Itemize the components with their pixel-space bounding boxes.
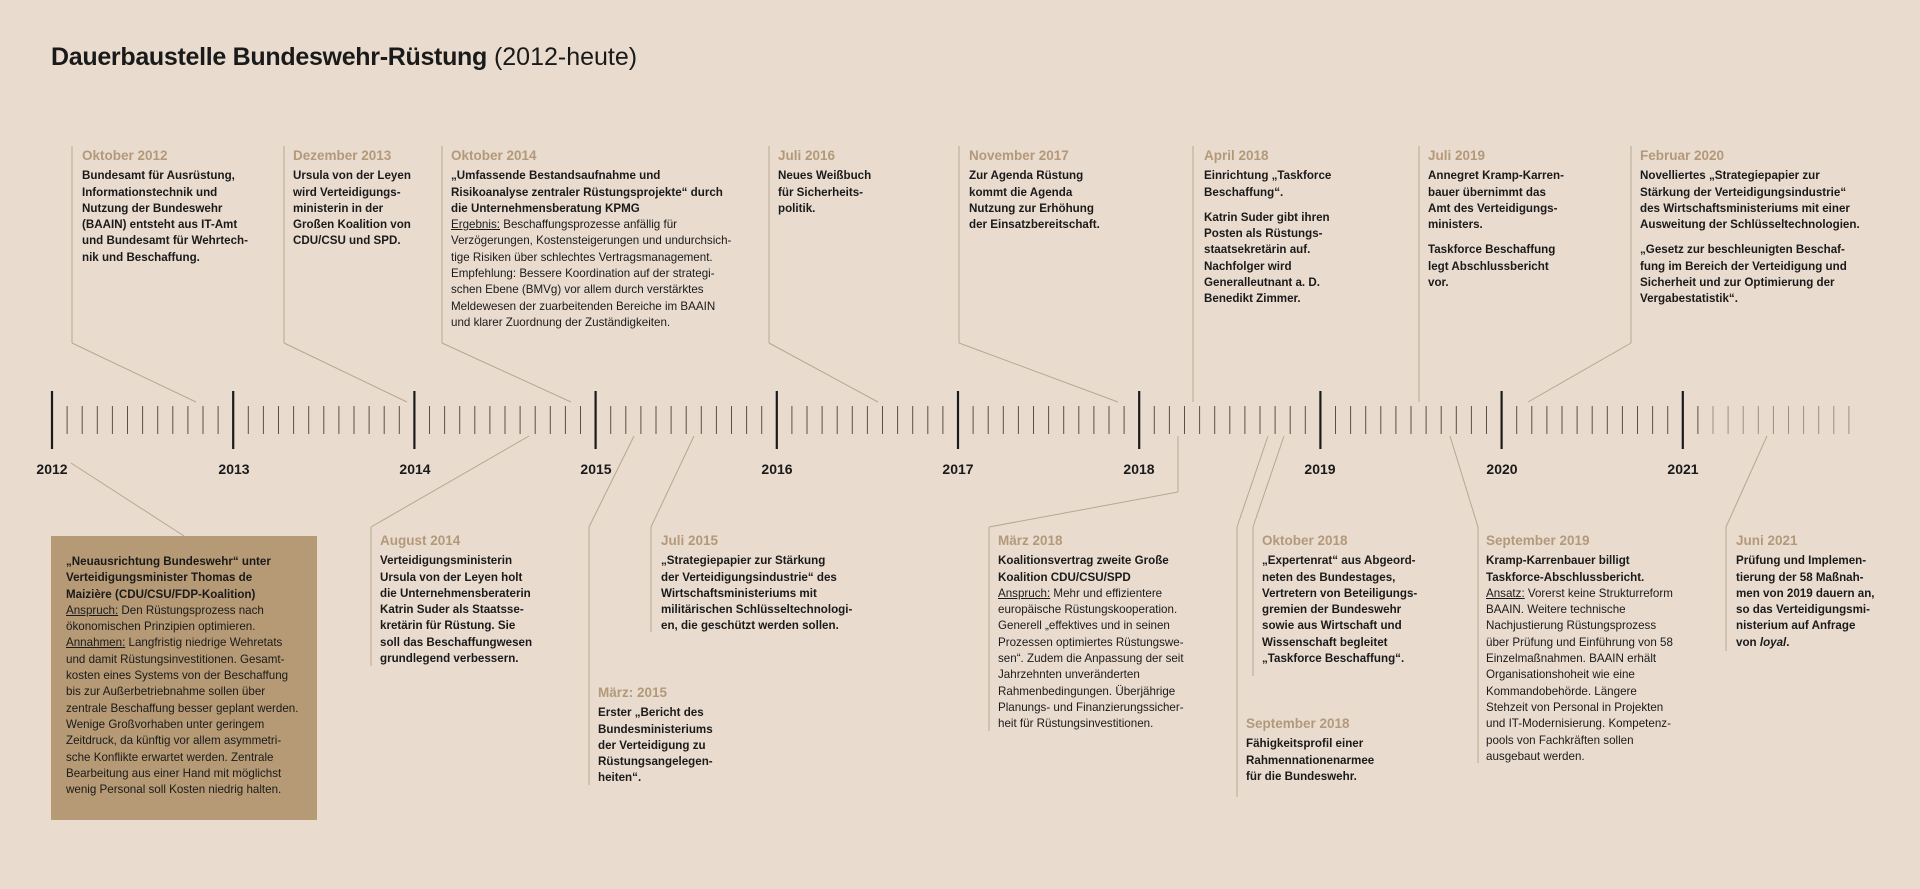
event-text-line: Beschaffung“.	[1204, 185, 1284, 199]
event-text-line: kretärin für Rüstung. Sie	[380, 619, 516, 633]
event-title-line: Koalitionsvertrag zweite Große	[998, 554, 1169, 568]
event-text-line: Beschaffungsprozesse anfällig für	[499, 218, 678, 232]
event-februar-2020	[1640, 148, 1880, 308]
event-text-line: Taskforce Beschaffung	[1428, 243, 1556, 257]
box-text-line: zentrale Beschaffung besser geplant werden.	[66, 701, 299, 715]
event-text-line: Wissenschaft begleitet	[1262, 635, 1388, 649]
leader-line	[442, 343, 571, 402]
event-text-line: militärischen Schlüsseltechnologi-	[661, 603, 853, 617]
event-oktober-2014	[451, 148, 741, 331]
event-date: Juni 2021	[1736, 533, 1798, 548]
year-label-2021: 2021	[1667, 461, 1699, 477]
event-text-line: Vergabestatistik“.	[1640, 292, 1738, 306]
event-title-line: „Umfassende Bestandsaufnahme und	[451, 169, 661, 183]
event-september-2019	[1486, 533, 1686, 765]
event-text-line: für Sicherheits-	[778, 185, 864, 199]
leader-line	[1237, 436, 1268, 527]
event-text-line: ausgebaut werden.	[1486, 749, 1585, 763]
event-text-line: Vertretern von Beteiligungs-	[1262, 586, 1418, 600]
event-text-line: Ursula von der Leyen	[293, 169, 411, 183]
event-date: März 2018	[998, 533, 1063, 548]
event-text-line: Posten als Rüstungs-	[1204, 227, 1323, 241]
event-text-line: „Expertenrat“ aus Abgeord-	[1262, 554, 1416, 568]
event-november-2017	[969, 148, 1129, 233]
event-text-line: Ausweitung der Schlüsseltechnologien.	[1640, 218, 1860, 232]
title-sub: (2012-heute)	[493, 43, 638, 71]
event-text-line: Einrichtung „Taskforce	[1204, 169, 1332, 183]
event-oktober-2012	[82, 148, 272, 266]
box-label-annahmen: Annahmen:	[66, 636, 126, 650]
event-text-line: wird Verteidigungs-	[293, 185, 401, 199]
event-text-line: Mehr und effizientere	[1050, 586, 1163, 600]
event-text-line: grundlegend verbessern.	[380, 652, 519, 666]
event-april-2018	[1204, 148, 1364, 308]
event-title-line: Koalition CDU/CSU/SPD	[998, 570, 1131, 584]
leader-line	[284, 343, 407, 402]
leader-line	[959, 343, 1118, 402]
year-label-2020: 2020	[1486, 461, 1518, 477]
event-text-line: Fähigkeitsprofil einer	[1246, 737, 1364, 751]
event-text-line: soll das Beschaffungwesen	[380, 635, 533, 649]
event-title-line: Kramp-Karrenbauer billigt	[1486, 554, 1630, 568]
box-neuausrichtung-2012	[51, 536, 317, 820]
event-text-line: für die Bundeswehr.	[1246, 769, 1357, 783]
year-label-2014: 2014	[399, 461, 431, 477]
event-text-line: Großen Koalition von	[293, 218, 411, 232]
leader-line	[1253, 436, 1284, 527]
leader-line	[651, 436, 694, 527]
box-text-line: und damit Rüstungsinvestitionen. Gesamt-	[66, 652, 285, 666]
event-text-line: Rahmennationenarmee	[1246, 753, 1375, 767]
box-title-line: „Neuausrichtung Bundeswehr“ unter	[66, 555, 271, 568]
year-label-2012: 2012	[36, 461, 68, 477]
event-text-line: staatsekretärin auf.	[1204, 243, 1311, 257]
event-text-line: Einzelmaßnahmen. BAAIN erhält	[1486, 652, 1657, 666]
event-text-line: Nachfolger wird	[1204, 259, 1292, 273]
event-title-line: die Unternehmensberatung KPMG	[451, 201, 640, 215]
event-text-line: der Verteidigungsindustrie“ des	[661, 570, 837, 584]
event-text-line: schen Ebene (BMVg) vor allem durch verstärktes	[451, 283, 704, 297]
event-text-line: legt Abschlussbericht	[1428, 259, 1549, 273]
leader-line	[589, 436, 634, 527]
event-text-line: europäische Rüstungskooperation.	[998, 603, 1178, 617]
event-text-line: und IT-Modernisierung. Kompetenz-	[1486, 717, 1671, 731]
event-label: Anspruch:	[998, 586, 1051, 600]
event-text-line: Planungs- und Finanzierungssicher-	[998, 700, 1184, 714]
box-text-line: Zeitdruck, da künftig vor allem asymmetri-	[66, 734, 282, 748]
event-text-line: (BAAIN) entsteht aus IT-Amt	[82, 218, 238, 232]
event-text-line: sen“. Zudem die Anpassung der seit	[998, 652, 1184, 666]
event-text-line: Vorerst keine Strukturreform	[1524, 586, 1673, 600]
event-label: Ansatz:	[1486, 586, 1525, 600]
event-text-line: Stehzeit von Personal in Projekten	[1486, 700, 1664, 714]
year-label-2017: 2017	[942, 461, 974, 477]
event-text-line: von	[1736, 635, 1760, 649]
event-text-line: Prüfung und Implemen-	[1736, 554, 1867, 568]
event-text-line: tige Risiken über schlechtes Vertragsmanagement.	[451, 250, 713, 264]
event-text-line: Nutzung der Bundeswehr	[82, 201, 223, 215]
box-title-line: Maizière (CDU/CSU/FDP-Koalition)	[66, 587, 256, 601]
box-text-line: ökonomischen Prinzipien optimieren.	[66, 620, 256, 634]
event-label: Ergebnis:	[451, 218, 500, 232]
event-date: April 2018	[1204, 148, 1269, 163]
event-dezember-2013	[293, 148, 443, 250]
event-text-line: politik.	[778, 201, 816, 215]
event-text-line: bauer übernimmt das	[1428, 185, 1546, 199]
event-text-line: und klarer Zuordnung der Zuständigkeiten.	[451, 315, 671, 329]
leader-line	[1528, 343, 1631, 402]
event-italic-word: loyal	[1759, 635, 1787, 649]
box-text-line: Wenige Großvorhaben unter geringem	[66, 717, 265, 731]
event-text-line: nik und Beschaffung.	[82, 250, 200, 264]
event-august-2014	[380, 533, 560, 667]
year-label-2019: 2019	[1304, 461, 1336, 477]
event-text-line: Katrin Suder gibt ihren	[1204, 210, 1330, 224]
box-text-line: Bearbeitung aus einer Hand mit möglichst	[66, 766, 282, 780]
event-text-line: ministerin in der	[293, 201, 384, 215]
event-text-line: Prozessen optimiertes Rüstungswe-	[998, 635, 1184, 649]
leader-line	[72, 343, 196, 402]
year-label-2016: 2016	[761, 461, 793, 477]
event-text-line: Nutzung zur Erhöhung	[969, 201, 1094, 215]
event-text-tail: .	[1786, 635, 1790, 649]
event-text-line: Wirtschaftsministeriums mit	[661, 586, 817, 600]
event-date: Oktober 2018	[1262, 533, 1348, 548]
event-text-line: Rüstungsangelegen-	[598, 755, 713, 769]
event-text-line: BAAIN. Weitere technische	[1486, 603, 1626, 617]
event-text-line: Ursula von der Leyen holt	[380, 570, 523, 584]
event-text-line: en, die geschützt werden sollen.	[661, 619, 839, 633]
event-text-line: des Wirtschaftsministeriums mit einer	[1640, 201, 1850, 215]
event-text-line: Jahrzehnten unveränderten	[998, 668, 1140, 682]
event-text-line: Zur Agenda Rüstung	[969, 169, 1084, 183]
event-september-2018	[1246, 716, 1426, 785]
event-text-line: gremien der Bundeswehr	[1262, 603, 1402, 617]
event-juli-2016	[778, 148, 898, 217]
event-text-line: so das Verteidigungsmi-	[1736, 603, 1871, 617]
event-text-line: Amt des Verteidigungs-	[1428, 201, 1558, 215]
event-date: Juli 2015	[661, 533, 719, 548]
event-text-line: Verteidigungsministerin	[380, 554, 513, 568]
box-text-line: bis zur Außerbetriebnahme sollen über	[66, 685, 266, 699]
box-title-line: Verteidigungsminister Thomas de	[66, 571, 253, 585]
leader-line	[989, 492, 1178, 527]
event-date: März: 2015	[598, 685, 668, 700]
event-text-line: Empfehlung: Bessere Koordination auf der strategi-	[451, 267, 715, 281]
event-juni-2021	[1736, 533, 1906, 651]
title-main: Dauerbaustelle Bundeswehr-Rüstung	[51, 43, 487, 71]
event-text-line: Stärkung der Verteidigungsindustrie“	[1640, 185, 1847, 199]
event-date: Oktober 2014	[451, 148, 537, 163]
leader-line	[1726, 436, 1767, 527]
leader-line	[1450, 436, 1478, 527]
event-text-line: Kommandobehörde. Längere	[1486, 684, 1637, 698]
event-text-line: tierung der 58 Maßnah-	[1736, 570, 1864, 584]
event-date: September 2018	[1246, 716, 1350, 731]
event-text-line: Nachjustierung Rüstungsprozess	[1486, 619, 1657, 633]
event-juli-2015	[661, 533, 871, 635]
event-date: Dezember 2013	[293, 148, 392, 163]
event-text-line: Bundesamt für Ausrüstung,	[82, 169, 235, 183]
event-text-line: Sicherheit und zur Optimierung der	[1640, 276, 1835, 290]
event-text-line: Erster „Bericht des	[598, 706, 704, 720]
event-text-line: sowie aus Wirtschaft und	[1262, 619, 1402, 633]
box-label-anspruch: Anspruch:	[66, 603, 119, 617]
year-label-2013: 2013	[218, 461, 250, 477]
event-maerz-2018	[998, 533, 1198, 733]
leader-line	[769, 343, 878, 402]
event-text-line: „Gesetz zur beschleunigten Beschaf-	[1640, 243, 1845, 257]
event-juli-2019	[1428, 148, 1588, 291]
event-text-line: pools von Fachkräften sollen	[1486, 733, 1634, 747]
event-text-line: Generalleutnant a. D.	[1204, 276, 1320, 290]
page-title	[51, 43, 637, 72]
year-label-2015: 2015	[580, 461, 612, 477]
event-text-line: ministers.	[1428, 218, 1483, 232]
event-text-line: Informationstechnik und	[82, 185, 218, 199]
event-text-line: men von 2019 dauern an,	[1736, 586, 1875, 600]
event-text-line: Verzögerungen, Kostensteigerungen und undurchsich-	[451, 234, 732, 248]
event-text-line: heiten“.	[598, 771, 642, 785]
event-text-line: Katrin Suder als Staatsse-	[380, 603, 524, 617]
event-title-line: Risikoanalyse zentraler Rüstungsprojekte“ durch	[451, 185, 723, 199]
box-text-line: wenig Personal soll Kosten niedrig halten.	[66, 783, 282, 797]
year-label-2018: 2018	[1123, 461, 1155, 477]
event-text-line: nisterium auf Anfrage	[1736, 619, 1856, 633]
event-text-line: neten des Bundestages,	[1262, 570, 1396, 584]
event-date: Februar 2020	[1640, 148, 1725, 163]
event-text-line: Rahmenbedingungen. Überjährige	[998, 684, 1176, 698]
event-date: November 2017	[969, 148, 1069, 163]
event-text-line: Organisationshoheit wie eine	[1486, 668, 1635, 682]
event-text-line: fung im Bereich der Verteidigung und	[1640, 259, 1847, 273]
box-text-line: Den Rüstungsprozess nach	[118, 603, 264, 617]
event-text-line: Benedikt Zimmer.	[1204, 292, 1301, 306]
event-text-line: der Einsatzbereitschaft.	[969, 218, 1100, 232]
event-text-line: der Verteidigung zu	[598, 738, 706, 752]
box-text-line: Langfristig niedrige Wehretats	[125, 636, 283, 650]
event-text-line: Bundesministeriums	[598, 722, 713, 736]
event-date: Juli 2016	[778, 148, 836, 163]
event-maerz-2015	[598, 685, 738, 787]
event-text-line: und Bundesamt für Wehrtech-	[82, 234, 248, 248]
leader-line	[371, 436, 529, 527]
event-text-line: Annegret Kramp-Karren-	[1428, 169, 1564, 183]
event-date: Oktober 2012	[82, 148, 168, 163]
event-text-line: kommt die Agenda	[969, 185, 1073, 199]
event-text-line: vor.	[1428, 276, 1449, 290]
event-text-line: über Prüfung und Einführung von 58	[1486, 635, 1673, 649]
leader-line	[71, 463, 184, 536]
event-title-line: Taskforce-Abschlussbericht.	[1486, 570, 1645, 584]
event-text-line: heit für Rüstungsinvestitionen.	[998, 717, 1154, 731]
event-text-line: „Taskforce Beschaffung“.	[1262, 652, 1405, 666]
event-date: August 2014	[380, 533, 461, 548]
event-text-line: die Unternehmensberaterin	[380, 586, 531, 600]
box-text-line: sche Konflikte erwartet werden. Zentrale	[66, 750, 274, 764]
event-date: September 2019	[1486, 533, 1590, 548]
box-text-line: kosten eines Systems von der Beschaffung	[66, 669, 289, 683]
event-text-line: Neues Weißbuch	[778, 169, 872, 183]
event-text-line: CDU/CSU und SPD.	[293, 234, 401, 248]
event-text-line: Novelliertes „Strategiepapier zur	[1640, 169, 1820, 183]
event-text-line: Meldewesen der zuarbeitenden Bereiche im BAAIN	[451, 299, 716, 313]
event-date: Juli 2019	[1428, 148, 1486, 163]
event-oktober-2018	[1262, 533, 1442, 667]
event-text-line: Generell „effektives und in seinen	[998, 619, 1170, 633]
event-text-line: „Strategiepapier zur Stärkung	[661, 554, 826, 568]
